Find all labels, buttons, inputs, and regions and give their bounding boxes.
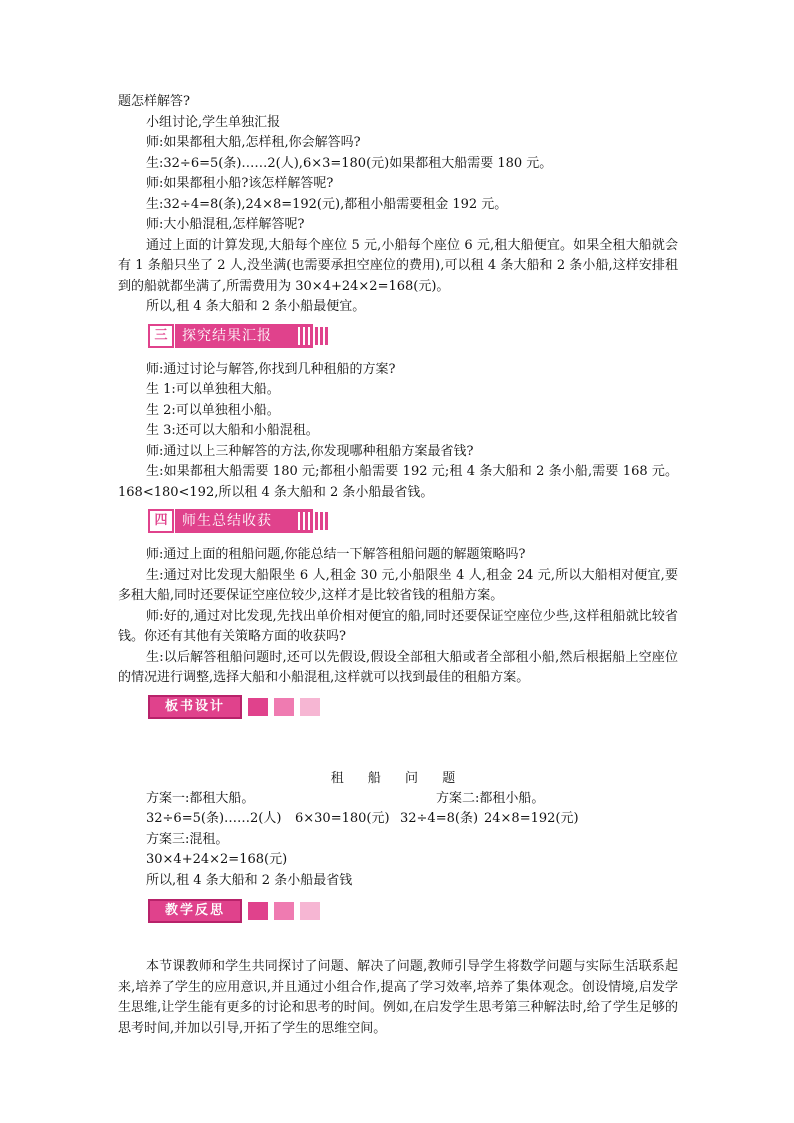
plan-two: 方案二:都租小船。 — [436, 790, 545, 806]
board-row — [118, 830, 678, 851]
badge-label: 教学反思 — [148, 899, 242, 923]
board-design — [118, 769, 678, 892]
section-number: 三 — [148, 324, 174, 348]
text-line: 题怎样解答? — [118, 94, 190, 109]
section-header-4 — [148, 509, 678, 531]
text-line: 师:通过讨论与解答,你找到几种租船的方案? — [146, 361, 396, 377]
stripe-decoration — [298, 512, 328, 530]
reflection-paragraph: 本节课教师和学生共同探讨了问题、解决了问题,教师引导学生将数学问题与实际生活联系起来,培养了学生的应用意识,并且通过小组合作,提高了学习效率,培养了集体观念。创设情境,启发学生思维,让学生能有更多的讨论和思考的时间。例如,在启发学生思考第三种解法时,给了学生足够的思考时间,并加以引导,开拓了学生的思维空间。 — [118, 959, 678, 1036]
badge-square — [248, 902, 268, 920]
badge-label: 板书设计 — [148, 695, 242, 719]
badge-square — [274, 698, 294, 716]
calc: 32÷6=5(条)……2(人) — [146, 811, 282, 826]
calc: 30×4+24×2=168(元) — [146, 852, 288, 867]
text-line: 所以,租 4 条大船和 2 条小船最便宜。 — [146, 299, 366, 314]
board-row — [118, 789, 678, 810]
calc: 24×8=192(元) — [484, 811, 579, 826]
text-line: 生:32÷6=5(条)……2(人),6×3=180(元)如果都租大船需要 180 元。 — [146, 155, 553, 171]
plan-one: 方案一:都租大船。 — [146, 790, 255, 806]
board-conclusion: 所以,租 4 条大船和 2 条小船最省钱 — [146, 872, 353, 888]
section-title: 探究结果汇报 — [182, 327, 272, 344]
text-paragraph: 生:如果都租大船需要 180 元;都租小船需要 192 元;租 4 条大船和 2 条小船,需要 168 元。168<180<192,所以租 4 条大船和 2 条小船最省钱。 — [118, 464, 678, 500]
text-paragraph: 通过上面的计算发现,大船每个座位 5 元,小船每个座位 6 元,租大船便宜。如果全租大船就会有 1 条船只坐了 2 人,没坐满(也需要承担空座位的费用),可以租 4 条大船和 2 条小船,这样安排租到的船就都坐满了,所需费用为 30×4+24×2=168(元)。 — [118, 237, 678, 294]
badge-square — [248, 698, 268, 716]
board-row — [118, 809, 678, 830]
text-line: 生:32÷4=8(条),24×8=192(元),都租小船需要租金 192 元。 — [146, 196, 508, 212]
text-paragraph: 生:以后解答租船问题时,还可以先假设,假设全部租大船或者全部租小船,然后根据船上空座位的情况进行调整,选择大船和小船混租,这样就可以找到最佳的租船方案。 — [118, 649, 678, 685]
text-paragraph: 生:通过对比发现大船限坐 6 人,租金 30 元,小船限坐 4 人,租金 24 元,所以大船相对便宜,要多租大船,同时还要保证空座位较少,这样才是比较省钱的租船方案。 — [118, 567, 678, 603]
section-header-3 — [148, 324, 678, 346]
text-line: 生 1:可以单独租大船。 — [146, 382, 280, 397]
text-line: 生 2:可以单独租小船。 — [146, 402, 280, 418]
text-line: 师:大小船混租,怎样解答呢? — [146, 217, 305, 232]
calc: 32÷4=8(条) — [400, 811, 479, 826]
page-content — [118, 92, 678, 1039]
badge-square — [300, 698, 320, 716]
board-title: 租 船 问 题 — [330, 770, 466, 786]
text-line: 生 3:还可以大船和小船混租。 — [146, 423, 319, 438]
board-row — [118, 871, 678, 892]
stripe-decoration — [298, 327, 328, 345]
text-line: 师:通过上面的租船问题,你能总结一下解答租船问题的解题策略吗? — [146, 547, 526, 562]
badge-square — [274, 902, 294, 920]
board-row — [118, 850, 678, 871]
text-line: 小组讨论,学生单独汇报 — [146, 114, 281, 130]
section-number: 四 — [148, 509, 174, 533]
section-title: 师生总结收获 — [182, 513, 272, 529]
calc: 6×30=180(元) — [295, 811, 390, 826]
text-line: 师:通过以上三种解答的方法,你发现哪种租船方案最省钱? — [146, 443, 474, 459]
text-line: 师:如果都租大船,怎样租,你会解答吗? — [146, 135, 361, 150]
text-paragraph: 师:好的,通过对比发现,先找出单价相对便宜的船,同时还要保证空座位少些,这样租船就比较省钱。你还有其他有关策略方面的收获吗? — [118, 608, 678, 644]
reflection-badge — [148, 899, 678, 923]
text-line: 师:如果都租小船?该怎样解答呢? — [146, 176, 334, 191]
board-design-badge — [148, 695, 678, 719]
plan-three: 方案三:混租。 — [146, 831, 229, 847]
badge-square — [300, 902, 320, 920]
